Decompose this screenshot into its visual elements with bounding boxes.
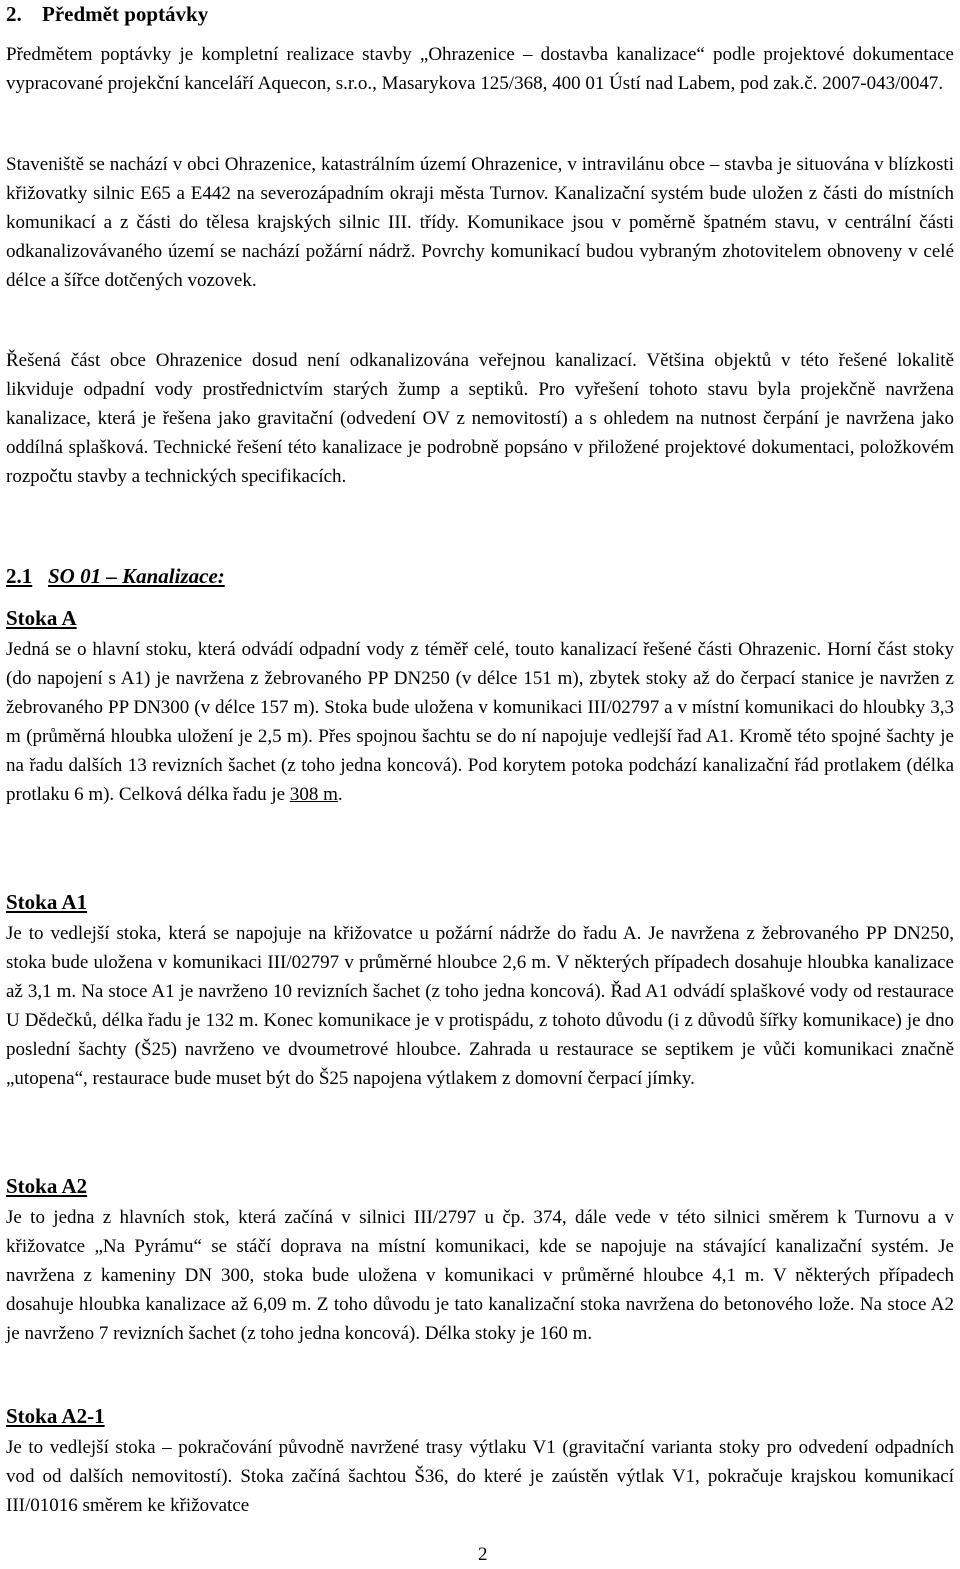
stoka-a2-title: Stoka A2 [6, 1174, 88, 1198]
stoka-a1-paragraph [6, 919, 954, 1093]
subsection-heading [6, 564, 225, 589]
paragraph-text: Staveniště se nachází v obci Ohrazenice, katastrálním území Ohrazenice, v intravilánu obce – stavba je situována v blízkosti křižovatky silnic E65 a E442 na severozápadním okraji města Turnov. Kanalizační systém bude uložen z části do místních komunikací a z části do tělesa krajských silnic III. třídy. Komunikace jsou v poměrně špatném stavu, v centrální části odkanalizovávaného území se nachází požární nádrž. Povrchy komunikací budou vybraným zhotovitelem obnoveny v celé délce a šířce dotčených vozovek. [6, 154, 954, 291]
stoka-a1-title: Stoka A1 [6, 890, 88, 914]
page-number: 2 [478, 1544, 488, 1565]
paragraph-text: Řešená část obce Ohrazenice dosud není odkanalizována veřejnou kanalizací. Většina objektů v této řešené lokalitě likviduje odpadní vody prostřednictvím starých žump a septiků. Pro vyřešení tohoto stavu byla projekčně navržena kanalizace, která je řešena jako gravitační (odvedení OV z nemovitostí) a s ohledem na nutnost čerpání je navržena jako oddílná splašková. Technické řešení této kanalizace je podrobně popsáno v přiložené projektové dokumentaci, položkovém rozpočtu stavby a technických specifikacích. [6, 350, 954, 487]
paragraph-solution [6, 346, 954, 491]
stoka-a-text [6, 635, 954, 809]
stoka-a2-1-title: Stoka A2-1 [6, 1404, 105, 1428]
paragraph-text: Předmětem poptávky je kompletní realizace stavby „Ohrazenice – dostavba kanalizace“ podle projektové dokumentace vypracované projekční kanceláří Aquecon, s.r.o., Masarykova 125/368, 400 01 Ústí nad Labem, pod zak.č. 2007-043/0047. [6, 44, 954, 94]
stoka-a-length: 308 m [289, 784, 338, 805]
paragraph-site [6, 150, 954, 295]
section-title: Předmět poptávky [42, 2, 209, 26]
paragraph-intro [6, 40, 954, 98]
section-number: 2. [6, 2, 22, 26]
stoka-a-paragraph [6, 635, 954, 809]
subsection-number: 2.1 [6, 564, 33, 588]
stoka-a-title: Stoka A [6, 606, 77, 630]
stoka-a1-text: Je to vedlejší stoka, která se napojuje na křižovatce u požární nádrže do řadu A. Je navržena z žebrovaného PP DN250, stoka bude uložena v komunikaci III/02797 v průměrné hloubce 2,6 m. V některých případech dosahuje hloubka kanalizace až 3,1 m. Na stoce A1 je navrženo 10 revizních šachet (z toho jedna koncová). Řad A1 odvádí splaškové vody od restaurace U Dědečků, délka řadu je 132 m. Konec komunikace je v protispádu, z tohoto důvodu (i z důvodů šířky komunikace) je dno poslední šachty (Š25) navrženo ve dvoumetrové hloubce. Zahrada u restaurace se septikem je vůči komunikaci značně „utopena“, restaurace bude muset být do Š25 napojena výtlakem z domovní čerpací jímky. [6, 923, 954, 1089]
stoka-a-body: Jedná se o hlavní stoku, která odvádí odpadní vody z téměř celé, touto kanalizací řešené části Ohrazenic. Horní část stoky (do napojení s A1) je navržena z žebrovaného PP DN250 (v délce 151 m), zbytek stoky až do čerpací stanice je navržen z žebrovaného PP DN300 (v délce 157 m). Stoka bude uložena v komunikaci III/02797 a v místní komunikaci do hloubky 3,3 m (průměrná hloubka uložení je 2,5 m). Přes spojnou šachtu se do ní napojuje vedlejší řad A1. Kromě této spojné šachty je na řadu dalších 13 revizních šachet (z toho jedna koncová). Pod korytem potoka podchází kanalizační řád protlakem (délka protlaku 6 m). Celková délka řadu je [6, 639, 954, 805]
stoka-a2-1-paragraph [6, 1433, 954, 1520]
stoka-a2-paragraph [6, 1203, 954, 1348]
section-heading [6, 2, 208, 27]
stoka-a-tail: . [337, 784, 343, 805]
stoka-a2-1-text: Je to vedlejší stoka – pokračování původně navržené trasy výtlaku V1 (gravitační varianta stoky pro odvedení odpadních vod od dalších nemovitostí). Stoka začíná šachtou Š36, do které je zaústěn výtlak V1, pokračuje krajskou komunikací III/01016 směrem ke křižovatce [6, 1437, 954, 1516]
subsection-title: SO 01 – Kanalizace: [48, 564, 225, 588]
stoka-a2-text: Je to jedna z hlavních stok, která začíná v silnici III/2797 u čp. 374, dále vede v této silnici směrem k Turnovu a v křižovatce „Na Pyrámu“ se stáčí doprava na místní komunikaci, kde se napojuje na stávající kanalizační systém. Je navržena z kameniny DN 300, stoka bude uložena v komunikaci v průměrné hloubce 4,1 m. V některých případech dosahuje hloubka kanalizace až 6,09 m. Z toho důvodu je tato kanalizační stoka navržena do betonového lože. Na stoce A2 je navrženo 7 revizních šachet (z toho jedna koncová). Délka stoky je 160 m. [6, 1207, 954, 1344]
